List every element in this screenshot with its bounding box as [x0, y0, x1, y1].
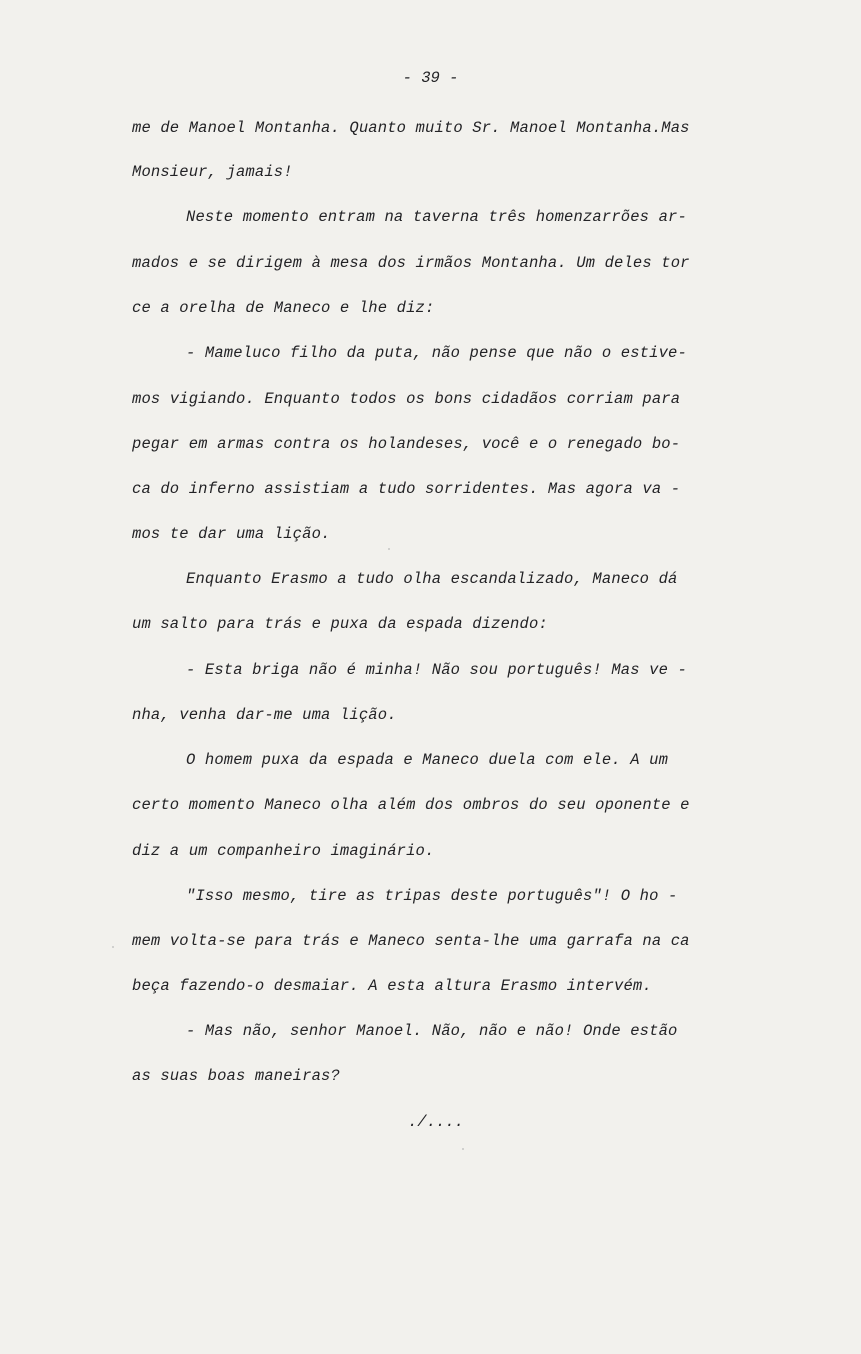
paper-speck [112, 946, 114, 948]
text-line-9: ca do inferno assistiam a tudo sorridentes. Mas agora va - [132, 480, 681, 498]
text-line-14: nha, venha dar-me uma lição. [132, 706, 397, 724]
text-line-20: beça fazendo-o desmaiar. A esta altura Erasmo intervém. [132, 977, 652, 995]
text-line-19: mem volta-se para trás e Maneco senta-lhe uma garrafa na ca [132, 932, 690, 950]
text-line-16: certo momento Maneco olha além dos ombros do seu oponente e [132, 796, 690, 814]
text-line-7: mos vigiando. Enquanto todos os bons cidadãos corriam para [132, 390, 681, 408]
text-line-15: O homem puxa da espada e Maneco duela com ele. A um [186, 751, 669, 769]
text-line-2: Monsieur, jamais! [132, 163, 293, 181]
text-line-8: pegar em armas contra os holandeses, você e o renegado bo- [132, 435, 681, 453]
continuation-mark: ./.... [408, 1113, 464, 1131]
paper-speck [462, 1148, 464, 1150]
text-line-5: ce a orelha de Maneco e lhe diz: [132, 299, 435, 317]
text-line-17: diz a um companheiro imaginário. [132, 842, 435, 860]
text-line-13: - Esta briga não é minha! Não sou português! Mas ve - [186, 661, 687, 679]
text-line-10: mos te dar uma lição. [132, 525, 331, 543]
text-line-21: - Mas não, senhor Manoel. Não, não e não! Onde estão [186, 1022, 678, 1040]
text-line-22: as suas boas maneiras? [132, 1067, 340, 1085]
text-line-6: - Mameluco filho da puta, não pense que não o estive- [186, 344, 687, 362]
text-line-3: Neste momento entram na taverna três homenzarrões ar- [186, 208, 687, 226]
text-line-1: me de Manoel Montanha. Quanto muito Sr. Manoel Montanha.Mas [132, 119, 690, 137]
page-number: - 39 - [402, 69, 459, 87]
paper-speck [388, 548, 390, 550]
text-line-12: um salto para trás e puxa da espada dizendo: [132, 615, 548, 633]
text-line-18: "Isso mesmo, tire as tripas deste português"! O ho - [186, 887, 678, 905]
text-line-11: Enquanto Erasmo a tudo olha escandalizado, Maneco dá [186, 570, 678, 588]
text-line-4: mados e se dirigem à mesa dos irmãos Montanha. Um deles tor [132, 254, 690, 272]
